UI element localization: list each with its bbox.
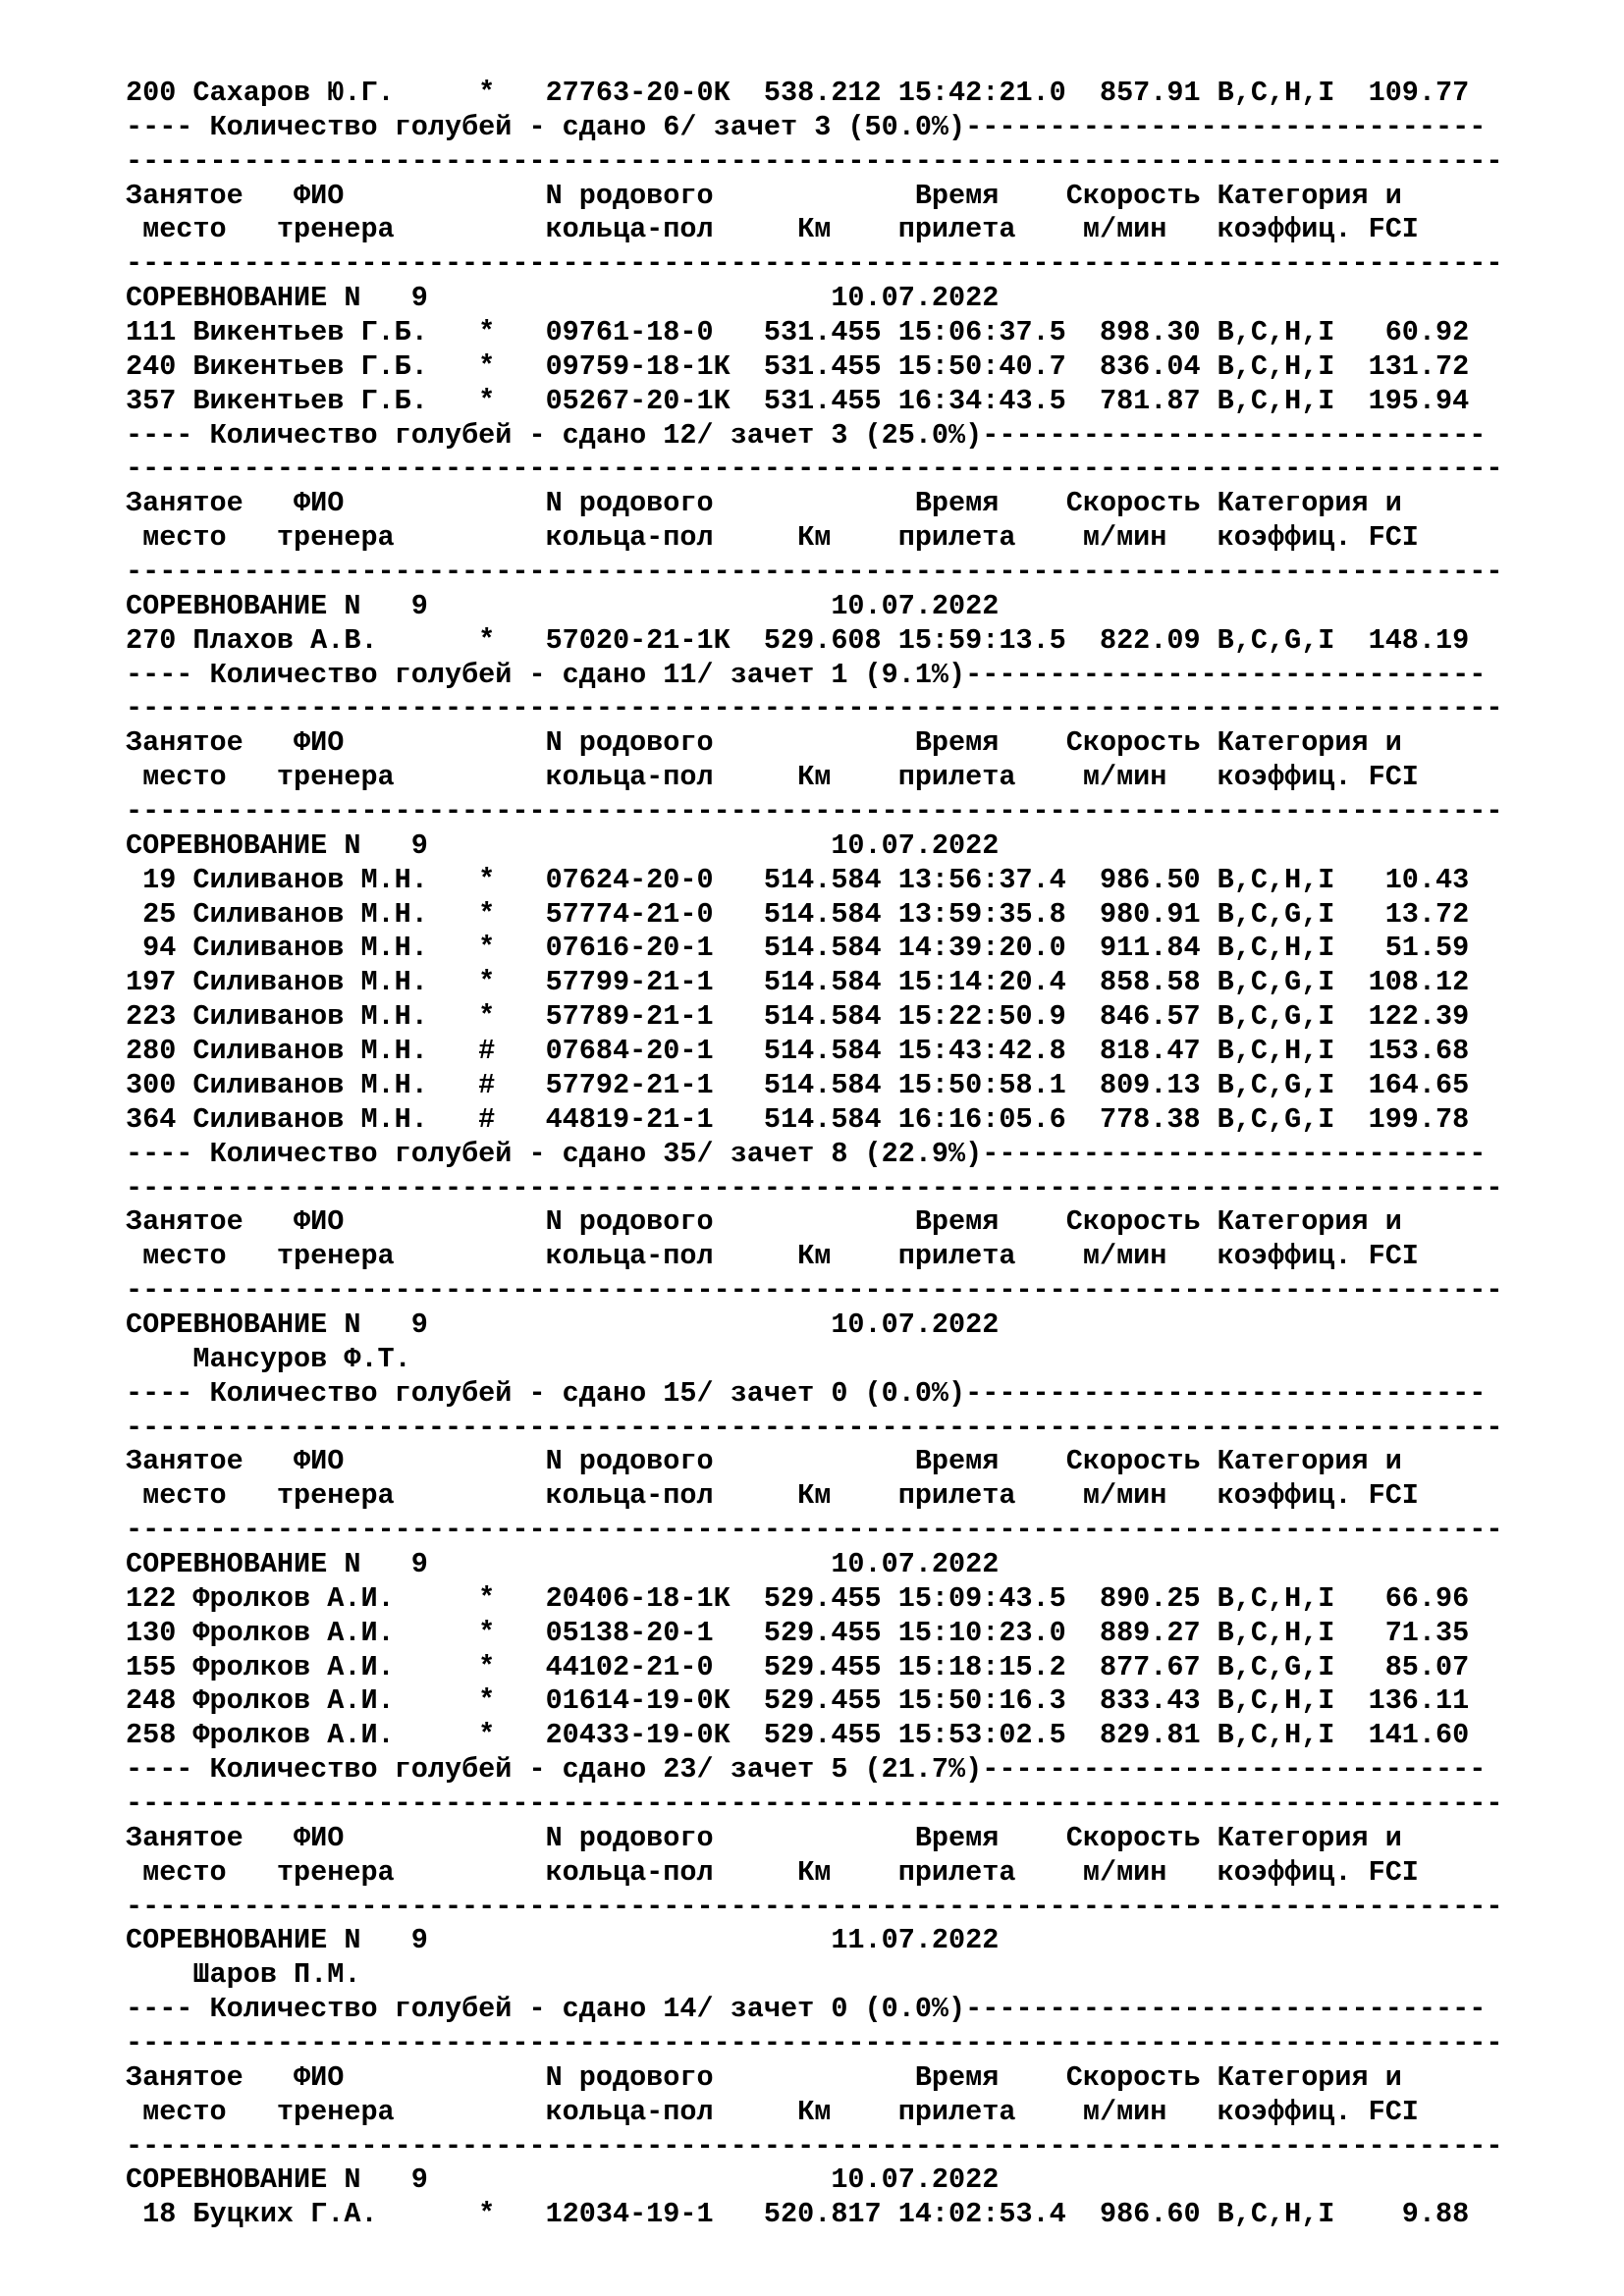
results-sheet	[126, 77, 1502, 2232]
separator-line: ----------------------------------------------------------------------------------	[126, 1890, 1503, 1923]
result-row: 258 Фролков А.И. * 20433-19-0К 529.455 15:53:02.5 829.81 B,C,H,I 141.60	[126, 1719, 1470, 1752]
separator-line: ----------------------------------------------------------------------------------	[126, 1274, 1503, 1308]
summary-line: ---- Количество голубей - сдано 23/ зачет 5 (21.7%)------------------------------	[126, 1753, 1487, 1787]
summary-line: ---- Количество голубей - сдано 12/ зачет 3 (25.0%)------------------------------	[126, 418, 1487, 452]
summary-line: ---- Количество голубей - сдано 35/ зачет 8 (22.9%)------------------------------	[126, 1137, 1487, 1170]
separator-line: ----------------------------------------------------------------------------------	[126, 2026, 1503, 2059]
header-line-1: Занятое ФИО N родового Время Скорость Категория и	[126, 179, 1402, 212]
header-line-2: место тренера кольца-пол Км прилета м/мин коэффиц. FCI	[126, 761, 1419, 794]
header-line-2: место тренера кольца-пол Км прилета м/мин коэффиц. FCI	[126, 1240, 1419, 1273]
result-row: Шаров П.М.	[126, 1958, 361, 1992]
header-line-1: Занятое ФИО N родового Время Скорость Категория и	[126, 726, 1402, 760]
header-line-1: Занятое ФИО N родового Время Скорость Категория и	[126, 1821, 1402, 1854]
competition-line: СОРЕВНОВАНИЕ N 9 11.07.2022	[126, 1924, 1000, 1957]
competition-line: СОРЕВНОВАНИЕ N 9 10.07.2022	[126, 828, 1000, 862]
result-row: 94 Силиванов М.Н. * 07616-20-1 514.584 14:39:20.0 911.84 B,C,H,I 51.59	[126, 932, 1470, 965]
result-row: 270 Плахов А.В. * 57020-21-1К 529.608 15:59:13.5 822.09 B,C,G,I 148.19	[126, 623, 1470, 657]
summary-line: ---- Количество голубей - сдано 6/ зачет 3 (50.0%)-------------------------------	[126, 110, 1487, 143]
header-line-2: место тренера кольца-пол Км прилета м/мин коэффиц. FCI	[126, 1855, 1419, 1889]
result-row: 364 Силиванов М.Н. # 44819-21-1 514.584 16:16:05.6 778.38 B,C,G,I 199.78	[126, 1102, 1470, 1136]
summary-line: ---- Количество голубей - сдано 11/ зачет 1 (9.1%)-------------------------------	[126, 658, 1487, 691]
header-line-2: место тренера кольца-пол Км прилета м/мин коэффиц. FCI	[126, 1479, 1419, 1513]
result-row: 18 Буцких Г.А. * 12034-19-1 520.817 14:02:53.4 986.60 B,C,H,I 9.88	[126, 2198, 1470, 2231]
header-line-2: место тренера кольца-пол Км прилета м/мин коэффиц. FCI	[126, 213, 1419, 246]
result-row: 300 Силиванов М.Н. # 57792-21-1 514.584 15:50:58.1 809.13 B,C,G,I 164.65	[126, 1068, 1470, 1101]
summary-line: ---- Количество голубей - сдано 14/ зачет 0 (0.0%)-------------------------------	[126, 1993, 1487, 2026]
competition-line: СОРЕВНОВАНИЕ N 9 10.07.2022	[126, 2163, 1000, 2197]
separator-line: ----------------------------------------------------------------------------------	[126, 247, 1503, 281]
header-line-1: Занятое ФИО N родового Время Скорость Категория и	[126, 487, 1402, 520]
result-row: 111 Викентьев Г.Б. * 09761-18-0 531.455 15:06:37.5 898.30 B,C,H,I 60.92	[126, 316, 1470, 349]
separator-line: ----------------------------------------------------------------------------------	[126, 453, 1503, 486]
separator-line: ----------------------------------------------------------------------------------	[126, 144, 1503, 178]
result-row: 280 Силиванов М.Н. # 07684-20-1 514.584 15:43:42.8 818.47 B,C,H,I 153.68	[126, 1035, 1470, 1068]
separator-line: ----------------------------------------------------------------------------------	[126, 692, 1503, 725]
separator-line: ----------------------------------------------------------------------------------	[126, 1514, 1503, 1547]
header-line-2: место тренера кольца-пол Км прилета м/мин коэффиц. FCI	[126, 521, 1419, 555]
result-row: 25 Силиванов М.Н. * 57774-21-0 514.584 13:59:35.8 980.91 B,C,G,I 13.72	[126, 897, 1470, 931]
competition-line: СОРЕВНОВАНИЕ N 9 10.07.2022	[126, 1308, 1000, 1341]
result-row: Мансуров Ф.Т.	[126, 1342, 411, 1375]
header-line-1: Занятое ФИО N родового Время Скорость Категория и	[126, 2060, 1402, 2094]
competition-line: СОРЕВНОВАНИЕ N 9 10.07.2022	[126, 282, 1000, 315]
competition-line: СОРЕВНОВАНИЕ N 9 10.07.2022	[126, 589, 1000, 622]
result-row: 155 Фролков А.И. * 44102-21-0 529.455 15:18:15.2 877.67 B,C,G,I 85.07	[126, 1650, 1470, 1683]
result-row: 200 Сахаров Ю.Г. * 27763-20-0К 538.212 15:42:21.0 857.91 B,C,H,I 109.77	[126, 77, 1470, 109]
separator-line: ----------------------------------------------------------------------------------	[126, 1411, 1503, 1444]
separator-line: ----------------------------------------------------------------------------------	[126, 2129, 1503, 2163]
header-line-1: Занятое ФИО N родового Время Скорость Категория и	[126, 1445, 1402, 1478]
result-row: 122 Фролков А.И. * 20406-18-1К 529.455 15:09:43.5 890.25 B,C,H,I 66.96	[126, 1581, 1470, 1615]
summary-line: ---- Количество голубей - сдано 15/ зачет 0 (0.0%)-------------------------------	[126, 1376, 1487, 1410]
header-line-1: Занятое ФИО N родового Время Скорость Категория и	[126, 1205, 1402, 1239]
result-row: 19 Силиванов М.Н. * 07624-20-0 514.584 13:56:37.4 986.50 B,C,H,I 10.43	[126, 863, 1470, 896]
result-row: 223 Силиванов М.Н. * 57789-21-1 514.584 15:22:50.9 846.57 B,C,G,I 122.39	[126, 1000, 1470, 1034]
separator-line: ----------------------------------------------------------------------------------	[126, 795, 1503, 828]
result-row: 130 Фролков А.И. * 05138-20-1 529.455 15:10:23.0 889.27 B,C,H,I 71.35	[126, 1616, 1470, 1649]
result-row: 248 Фролков А.И. * 01614-19-0К 529.455 15:50:16.3 833.43 B,C,H,I 136.11	[126, 1684, 1470, 1718]
separator-line: ----------------------------------------------------------------------------------	[126, 1171, 1503, 1204]
competition-line: СОРЕВНОВАНИЕ N 9 10.07.2022	[126, 1547, 1000, 1580]
result-row: 240 Викентьев Г.Б. * 09759-18-1К 531.455 15:50:40.7 836.04 B,C,H,I 131.72	[126, 349, 1470, 383]
separator-line: ----------------------------------------------------------------------------------	[126, 556, 1503, 589]
result-row: 357 Викентьев Г.Б. * 05267-20-1К 531.455 16:34:43.5 781.87 B,C,H,I 195.94	[126, 384, 1470, 417]
result-row: 197 Силиванов М.Н. * 57799-21-1 514.584 15:14:20.4 858.58 B,C,G,I 108.12	[126, 966, 1470, 999]
header-line-2: место тренера кольца-пол Км прилета м/мин коэффиц. FCI	[126, 2095, 1419, 2128]
separator-line: ----------------------------------------------------------------------------------	[126, 1787, 1503, 1820]
